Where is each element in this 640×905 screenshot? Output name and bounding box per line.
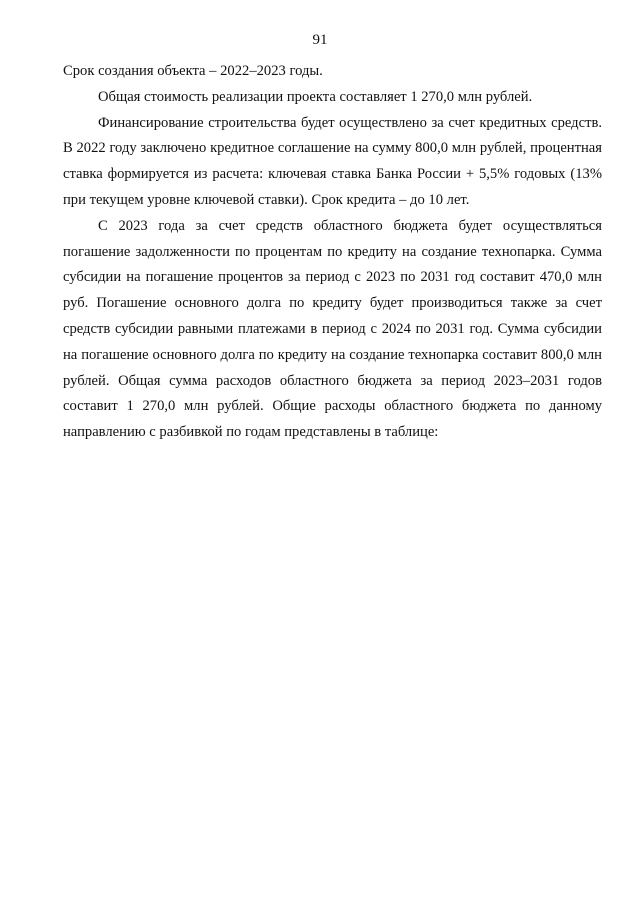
paragraph-financing: Финансирование строительства будет осуществлено за счет кредитных средств. В 2022 году заключено кредитное соглашение на сумму 800,0 млн рублей, процентная ставка формируется из расчета: ключевая ставка Банка России + 5,5% годовых (13% при текущем уровне ключевой ставки). Срок кредита – до 10 лет. xyxy=(63,114,602,208)
page-number: 91 xyxy=(312,32,328,48)
paragraph-budget-subsidy: С 2023 года за счет средств областного бюджета будет осуществляться погашение задолженности по процентам по кредиту на создание технопарка. Сумма субсидии на погашение процентов за период с 2023 по 2031 год составит 470,0 млн руб. Погашение основного долга по кредиту будет производиться также за счет средств субсидии равными платежами в период с 2024 по 2031 год. Сумма субсидии на погашение основного долга по кредиту на создание технопарка составит 800,0 млн рублей. Общая сумма расходов областного бюджета за период 2023–2031 годов составит 1 270,0 млн рублей. Общие расходы областного бюджета по данному направлению с разбивкой по годам представлены в таблице: xyxy=(63,217,602,441)
paragraph-total-cost: Общая стоимость реализации проекта составляет 1 270,0 млн рублей. xyxy=(98,88,533,105)
document-body xyxy=(63,59,602,446)
paragraph-project-term: Срок создания объекта – 2022–2023 годы. xyxy=(63,63,323,79)
